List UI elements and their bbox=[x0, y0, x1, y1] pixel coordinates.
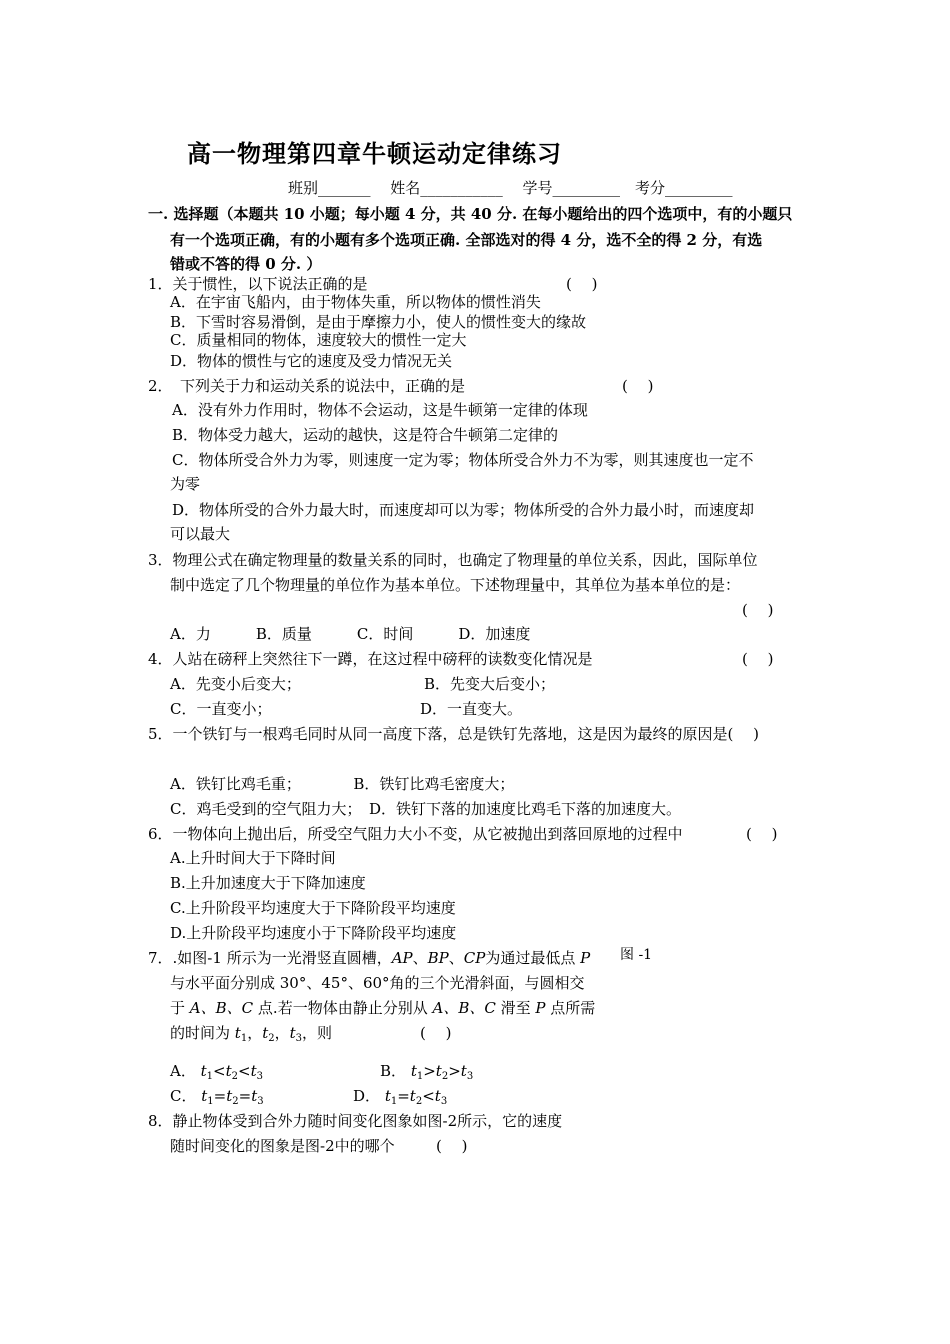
q2-option-c-line2: 为零 bbox=[170, 475, 201, 493]
q2-stem: 2． 下列关于力和运动关系的说法中，正确的是 bbox=[148, 377, 466, 395]
q5-options-ab: A．铁钉比鸡毛重； B．铁钉比鸡毛密度大； bbox=[170, 775, 515, 793]
section-instructions-line2: 有一个选项正确，有的小题有多个选项正确. 全部选对的得 4 分，选不全的得 2 分，有选 bbox=[170, 231, 763, 249]
q1-answer-paren: ( ) bbox=[566, 275, 598, 293]
q5-options-cd: C．鸡毛受到的空气阻力大； D．铁钉下落的加速度比鸡毛下落的加速度大。 bbox=[170, 800, 682, 818]
q3-stem-line2: 制中选定了几个物理量的单位作为基本单位。下述物理量中，其单位为基本单位的是： bbox=[170, 576, 741, 594]
q4-option-b: B．先变大后变小； bbox=[424, 675, 556, 693]
q6-answer-paren: ( ) bbox=[746, 825, 778, 843]
q2-answer-paren: ( ) bbox=[622, 377, 654, 395]
q7-stem-line3: 于 A、B、C 点.若一物体由静止分别从 A、B、C 滑至 P 点所需 bbox=[170, 999, 596, 1017]
q6-option-d: D.上升阶段平均速度小于下降阶段平均速度 bbox=[170, 924, 457, 942]
q7-stem-line2: 与水平面分别成 30°、45°、60°角的三个光滑斜面，与圆相交 bbox=[170, 974, 585, 992]
q3-answer-paren: ( ) bbox=[742, 601, 774, 619]
q1-option-c: C．质量相同的物体，速度较大的惯性一定大 bbox=[170, 331, 467, 349]
q3-stem-line1: 3．物理公式在确定物理量的数量关系的同时，也确定了物理量的单位关系，因此，国际单位 bbox=[148, 551, 758, 569]
header-fields: 班别_______ 姓名___________ 学号_________ 考分_________ bbox=[288, 179, 733, 197]
q7-option-c: C． $t_1=t_2=t_3$ bbox=[170, 1087, 264, 1107]
q6-stem: 6．一物体向上抛出后，所受空气阻力大小不变，从它被抛出到落回原地的过程中 bbox=[148, 825, 683, 843]
q4-stem: 4．人站在磅秤上突然往下一蹲，在这过程中磅秤的读数变化情况是 bbox=[148, 650, 593, 668]
q1-option-a: A．在宇宙飞船内，由于物体失重，所以物体的惯性消失 bbox=[170, 293, 541, 311]
q7-option-a: A． $t_1<t_2<t_3$ bbox=[170, 1062, 263, 1082]
q7-option-b: B． $t_1>t_2>t_3$ bbox=[380, 1062, 474, 1082]
q8-stem-line2: 随时间变化的图象是图-2中的哪个 bbox=[170, 1137, 395, 1155]
q8-answer-paren: ( ) bbox=[436, 1137, 468, 1155]
q2-option-d-line1: D．物体所受的合外力最大时，而速度却可以为零；物体所受的合外力最小时，而速度却 bbox=[172, 501, 755, 519]
q8-stem-line1: 8．静止物体受到合外力随时间变化图象如图-2所示，它的速度 bbox=[148, 1112, 563, 1130]
q4-answer-paren: ( ) bbox=[742, 650, 774, 668]
q6-option-b: B.上升加速度大于下降加速度 bbox=[170, 874, 366, 892]
q2-option-d-line2: 可以最大 bbox=[170, 525, 231, 543]
q1-option-d: D．物体的惯性与它的速度及受力情况无关 bbox=[170, 352, 453, 370]
figure-1-label: 图 -1 bbox=[620, 947, 653, 963]
q7-stem-line4: 的时间为 $t_1$，$t_2$，$t_3$，则 bbox=[170, 1024, 333, 1044]
section-instructions-line3: 错或不答的得 0 分. ） bbox=[170, 255, 322, 273]
q4-option-d: D．一直变大。 bbox=[420, 700, 523, 718]
q7-answer-paren: ( ) bbox=[420, 1024, 452, 1042]
q5-stem: 5．一个铁钉与一根鸡毛同时从同一高度下落，总是铁钉先落地，这是因为最终的原因是( ) bbox=[148, 725, 760, 743]
q2-option-c-line1: C．物体所受合外力为零，则速度一定为零；物体所受合外力不为零，则其速度也一定不 bbox=[172, 451, 754, 469]
q6-option-c: C.上升阶段平均速度大于下降阶段平均速度 bbox=[170, 899, 456, 917]
q1-option-b: B．下雪时容易滑倒，是由于摩擦力小，使人的惯性变大的缘故 bbox=[170, 313, 587, 331]
q7-option-d: D． $t_1=t_2<t_3$ bbox=[353, 1087, 448, 1107]
q6-option-a: A.上升时间大于下降时间 bbox=[170, 849, 336, 867]
q2-option-a: A．没有外力作用时，物体不会运动，这是牛顿第一定律的体现 bbox=[172, 401, 588, 419]
page-title: 高一物理第四章牛顿运动定律练习 bbox=[187, 140, 562, 168]
section-instructions-line1: 一. 选择题（本题共 10 小题；每小题 4 分，共 40 分. 在每小题给出的四个选项中，有的小题只 bbox=[148, 205, 793, 223]
q7-stem-line1: 7．.如图-1 所示为一光滑竖直圆槽，AP、BP、CP为通过最低点 P bbox=[148, 949, 591, 967]
q3-options: A．力 B．质量 C．时间 D．加速度 bbox=[170, 625, 531, 643]
q2-option-b: B．物体受力越大，运动的越快，这是符合牛顿第二定律的 bbox=[172, 426, 559, 444]
q1-stem: 1．关于惯性，以下说法正确的是 bbox=[148, 275, 368, 293]
q4-option-a: A．先变小后变大； bbox=[170, 675, 301, 693]
q4-option-c: C．一直变小； bbox=[170, 700, 272, 718]
